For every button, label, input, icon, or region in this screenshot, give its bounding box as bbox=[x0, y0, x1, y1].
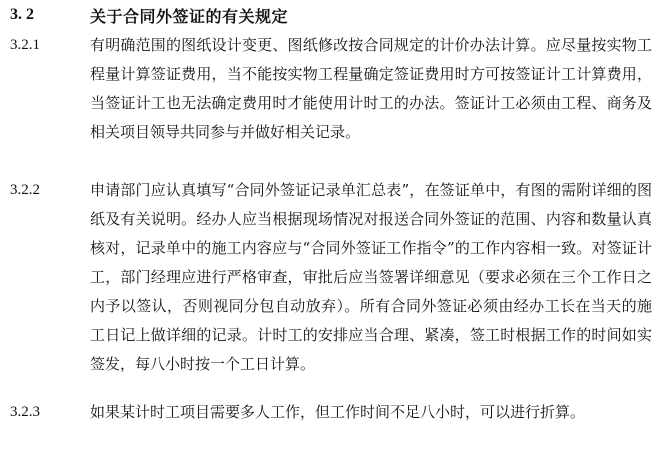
clause-text: 如果某计时工项目需要多人工作，但工作时间不足八小时，可以进行折算。 bbox=[90, 403, 586, 421]
clause-3-2-3 bbox=[10, 398, 652, 427]
clause-number: 3.2.1 bbox=[10, 37, 40, 53]
section-number: 3. 2 bbox=[10, 6, 34, 23]
section-title: 关于合同外签证的有关规定 bbox=[90, 6, 289, 26]
clause-3-2-2 bbox=[10, 176, 652, 379]
clause-text: 有明确范围的图纸设计变更、图纸修改按合同规定的计价办法计算。应尽量按实物工程量计算签证费用，当不能按实物工程量确定签证费用时方可按签证计工计算费用，当签证计工也无法确定费用时才能使用计时工的办法。签证计工必须由工程、商务及相关项目领导共同参与并做好相关记录。 bbox=[90, 36, 652, 141]
clause-3-2-1 bbox=[10, 31, 652, 147]
clause-number: 3.2.3 bbox=[10, 404, 40, 420]
clause-text: 申请部门应认真填写“合同外签证记录单汇总表”，在签证单中，有图的需附详细的图纸及有关说明。经办人应当根据现场情况对报送合同外签证的范围、内容和数量认真核对，记录单中的施工内容应与“合同外签证工作指令”的工作内容相一致。对签证计工，部门经理应进行严格审查，审批后应当签署详细意见（要求必须在三个工作日之内予以签认，否则视同分包自动放弃）。所有合同外签证必须由经办工长在当天的施工日记上做详细的记录。计时工的安排应当合理、紧凑，签工时根据工作的时间如实签发，每八小时按一个工日计算。 bbox=[90, 181, 652, 373]
section-header bbox=[10, 2, 288, 28]
clause-number: 3.2.2 bbox=[10, 182, 40, 198]
